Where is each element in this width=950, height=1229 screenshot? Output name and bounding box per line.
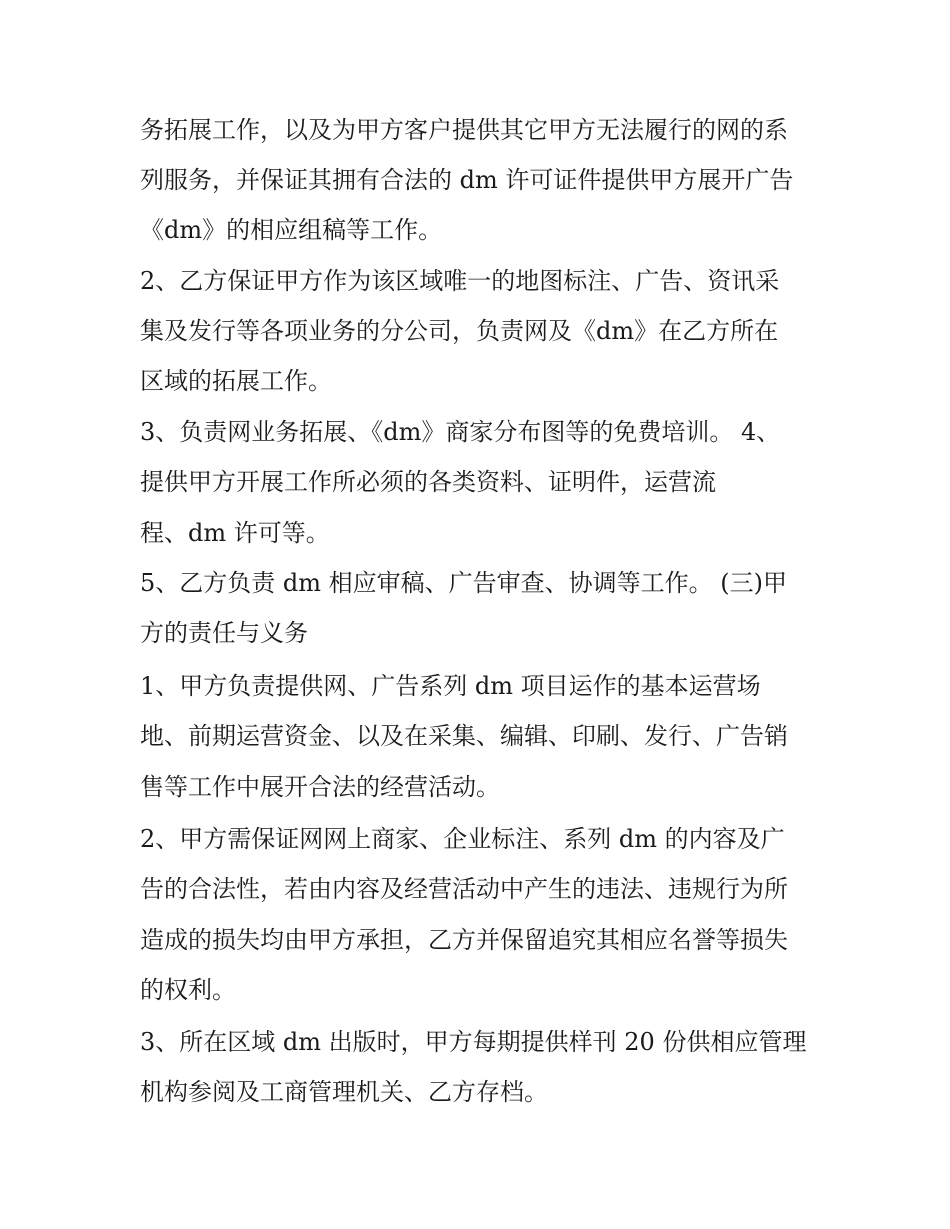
text-line: 造成的损失均由甲方承担，乙方并保留追究其相应名誉等损失 [140, 926, 788, 954]
text-line: 方的责任与义务 [140, 619, 308, 647]
text-line: 列服务，并保证其拥有合法的 dm 许可证件提供甲方展开广告 [140, 166, 794, 194]
text-line: 3、所在区域 dm 出版时，甲方每期提供样刊 20 份供相应管理 [140, 1028, 807, 1056]
text-line: 区域的拓展工作。 [140, 367, 332, 395]
text-line: 集及发行等各项业务的分公司，负责网及《dm》在乙方所在 [140, 317, 779, 345]
text-line: 2、甲方需保证网网上商家、企业标注、系列 dm 的内容及广 [140, 825, 785, 853]
text-line: 5、乙方负责 dm 相应审稿、广告审查、协调等工作。 (三)甲 [140, 569, 788, 597]
text-line: 告的合法性，若由内容及经营活动中产生的违法、违规行为所 [140, 875, 788, 903]
text-line: 售等工作中展开合法的经营活动。 [140, 773, 500, 801]
text-line: 程、dm 许可等。 [140, 519, 330, 547]
text-line: 3、负责网业务拓展、《dm》商家分布图等的免费培训。 4、 [140, 418, 781, 446]
text-line: 2、乙方保证甲方作为该区域唯一的地图标注、广告、资讯采 [140, 267, 780, 295]
text-line: 机构参阅及工商管理机关、乙方存档。 [140, 1078, 548, 1106]
text-line: 1、甲方负责提供网、广告系列 dm 项目运作的基本运营场 [140, 672, 761, 700]
text-line: 的权利。 [140, 976, 236, 1004]
text-line: 提供甲方开展工作所必须的各类资料、证明件，运营流 [140, 468, 716, 496]
text-line: 《dm》的相应组稿等工作。 [140, 216, 443, 244]
text-line: 务拓展工作，以及为甲方客户提供其它甲方无法履行的网的系 [140, 116, 788, 144]
text-line: 地、前期运营资金、以及在采集、编辑、印刷、发行、广告销 [140, 722, 788, 750]
